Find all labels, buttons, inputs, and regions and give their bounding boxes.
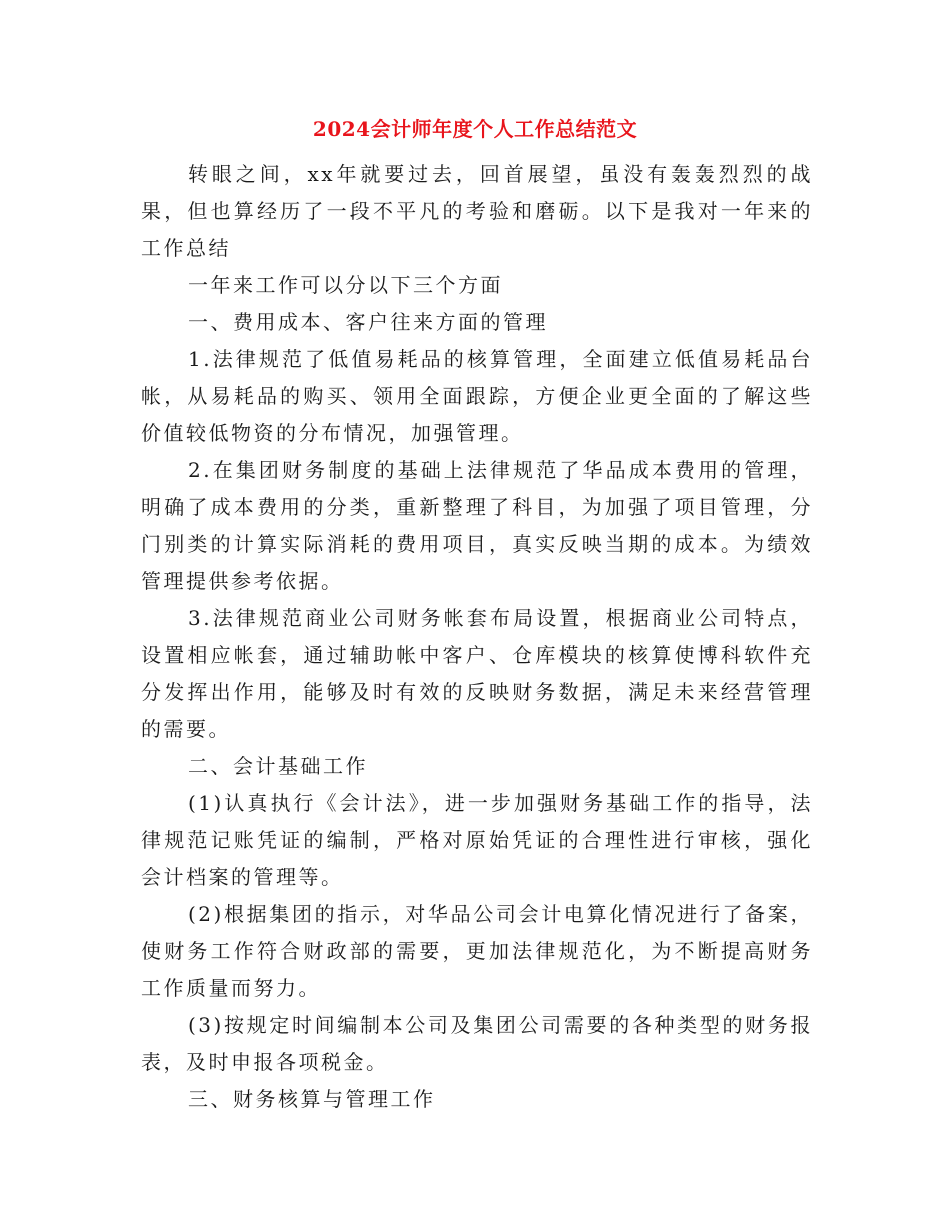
paragraph-item-1: 1.法律规范了低值易耗品的核算管理，全面建立低值易耗品台帐，从易耗品的购买、领用全面跟踪，方便企业更全面的了解这些价值较低物资的分布情况，加强管理。	[141, 347, 813, 445]
paragraph-intro: 转眼之间，xx年就要过去，回首展望，虽没有轰轰烈烈的战果，但也算经历了一段不平凡的考验和磨砺。以下是我对一年来的工作总结	[141, 162, 813, 260]
paragraph-overview: 一年来工作可以分以下三个方面	[188, 273, 503, 297]
paragraph-item-3: 3.法律规范商业公司财务帐套布局设置，根据商业公司特点，设置相应帐套，通过辅助帐中客户、仓库模块的核算使博科软件充分发挥出作用，能够及时有效的反映财务数据，满足未来经营管理的需要。	[141, 606, 813, 741]
paragraph-item-2: 2.在集团财务制度的基础上法律规范了华品成本费用的管理，明确了成本费用的分类，重新整理了科目，为加强了项目管理，分门别类的计算实际消耗的费用项目，真实反映当期的成本。为绩效管理提供参考依据。	[141, 458, 813, 593]
paragraph-sub-1: (1)认真执行《会计法》，进一步加强财务基础工作的指导，法律规范记账凭证的编制，严格对原始凭证的合理性进行审核，强化会计档案的管理等。	[141, 791, 813, 889]
section-heading-3: 三、财务核算与管理工作	[188, 1087, 436, 1111]
paragraph-sub-3: (3)按规定时间编制本公司及集团公司需要的各种类型的财务报表，及时申报各项税金。	[141, 1013, 813, 1074]
paragraph-sub-2: (2)根据集团的指示，对华品公司会计电算化情况进行了备案，使财务工作符合财政部的需要，更加法律规范化，为不断提高财务工作质量而努力。	[141, 902, 813, 1000]
document-title: 2024会计师年度个人工作总结范文	[312, 117, 638, 141]
section-heading-2: 二、会计基础工作	[188, 754, 368, 778]
section-heading-1: 一、费用成本、客户往来方面的管理	[188, 310, 548, 334]
document-body	[141, 156, 813, 1118]
